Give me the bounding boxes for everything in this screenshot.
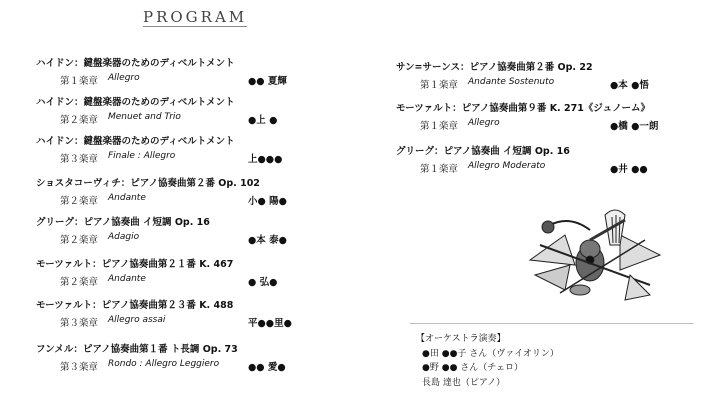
performer-name: 上●●● xyxy=(248,154,283,165)
piece-title: モーツァルト：ピアノ協奏曲第２１番 K. 467 xyxy=(36,259,234,270)
piece-title: ハイドン：鍵盤楽器のためのディベルトメント xyxy=(36,58,235,69)
piece-title: サン=サーンス：ピアノ協奏曲第２番 Op. 22 xyxy=(396,62,593,73)
tempo-marking: Rondo : Allegro Leggiero xyxy=(108,359,220,369)
movement-label: 第１楽章 xyxy=(60,76,99,87)
movement-label: 第１楽章 xyxy=(420,121,459,132)
tempo-marking: Allegro xyxy=(468,118,500,128)
performer-name: ●本 ●悟 xyxy=(610,80,649,91)
performer-name: 平●●里● xyxy=(248,318,292,329)
movement-label: 第３楽章 xyxy=(60,362,99,373)
movement-label: 第３楽章 xyxy=(60,318,99,329)
program-item xyxy=(36,341,336,373)
performer-name: ●橋 ●一朗 xyxy=(610,121,659,132)
tempo-marking: Andante xyxy=(108,193,146,203)
program-item xyxy=(36,256,336,288)
musical-instruments-icon xyxy=(520,205,670,305)
piece-title: グリーグ：ピアノ協奏曲 イ短調 Op. 16 xyxy=(396,146,570,157)
tempo-marking: Andante xyxy=(108,274,146,284)
performer-name: ●井 ●● xyxy=(610,164,648,175)
piece-title: ショスタコーヴィチ：ピアノ協奏曲第２番 Op. 102 xyxy=(36,178,260,189)
program-item xyxy=(396,59,696,91)
tempo-marking: Adagio xyxy=(108,232,140,242)
tempo-marking: Allegro assai xyxy=(108,315,166,325)
piece-title: フンメル：ピアノ協奏曲第１番 ト長調 Op. 73 xyxy=(36,344,238,355)
program-item xyxy=(36,214,336,246)
performer-name: ●本 泰● xyxy=(248,235,287,246)
program-item xyxy=(36,175,336,207)
movement-label: 第１楽章 xyxy=(420,164,459,175)
tempo-marking: Menuet and Trio xyxy=(108,112,181,122)
orchestra-section xyxy=(416,332,559,390)
tempo-marking: Finale : Allegro xyxy=(108,151,176,161)
tempo-marking: Andante Sostenuto xyxy=(468,77,555,87)
program-item xyxy=(36,297,336,329)
performer-name: ●● 愛● xyxy=(248,362,286,373)
movement-label: 第２楽章 xyxy=(60,277,99,288)
movement-label: 第３楽章 xyxy=(60,154,99,165)
program-title: PROGRAM xyxy=(143,8,248,26)
orchestra-heading: 【オーケストラ演奏】 xyxy=(416,334,506,344)
performer-name: ● 弘● xyxy=(248,277,278,288)
movement-label: 第２楽章 xyxy=(60,235,99,246)
tempo-marking: Allegro xyxy=(108,73,140,83)
movement-label: 第２楽章 xyxy=(60,196,99,207)
piece-title: グリーグ：ピアノ協奏曲 イ短調 Op. 16 xyxy=(36,217,210,228)
tempo-marking: Allegro Moderato xyxy=(468,161,546,171)
performer-name: 小● 陽● xyxy=(248,196,287,207)
performer-name: ●● 夏輝 xyxy=(248,76,287,87)
orchestra-member: 長島 達也（ピアノ） xyxy=(422,377,506,388)
piece-title: ハイドン：鍵盤楽器のためのディベルトメント xyxy=(36,136,235,147)
movement-label: 第１楽章 xyxy=(420,80,459,91)
orchestra-divider xyxy=(410,323,693,324)
piece-title: モーツァルト：ピアノ協奏曲第９番 K. 271《ジュノーム》 xyxy=(396,103,651,114)
performer-name: ●上 ● xyxy=(248,115,278,126)
program-item xyxy=(36,133,336,165)
program-item xyxy=(396,143,696,175)
program-item xyxy=(36,94,336,126)
piece-title: モーツァルト：ピアノ協奏曲第２３番 K. 488 xyxy=(36,300,234,311)
program-item xyxy=(396,100,696,132)
orchestra-member: ●田 ●●子 さん（ヴァイオリン） xyxy=(422,348,559,359)
movement-label: 第２楽章 xyxy=(60,115,99,126)
piece-title: ハイドン：鍵盤楽器のためのディベルトメント xyxy=(36,97,235,108)
orchestra-member: ●野 ●● さん（チェロ） xyxy=(422,363,524,373)
program-item xyxy=(36,55,336,87)
